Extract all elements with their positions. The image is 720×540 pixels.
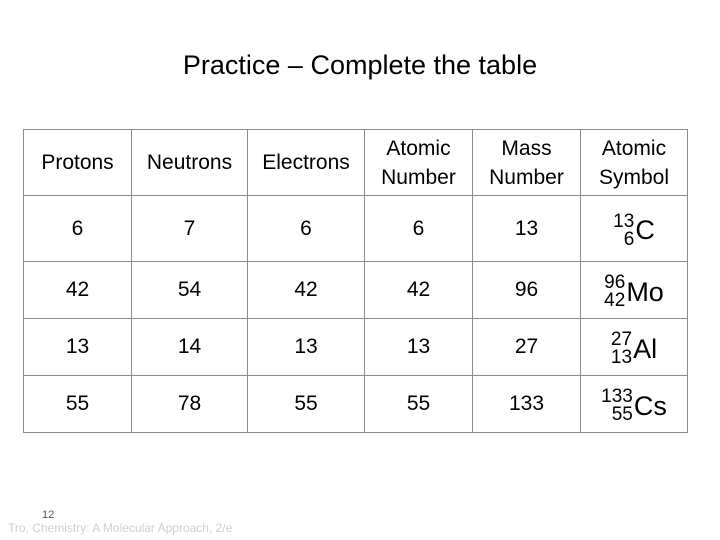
electrons-cell: 42 (248, 262, 365, 319)
isotope-notation (611, 331, 657, 367)
atomic-number-subscript: 55 (611, 404, 633, 425)
mass-number-cell: 96 (473, 262, 581, 319)
electrons-cell: 6 (248, 196, 365, 262)
atomic-number-subscript: 42 (604, 290, 626, 311)
protons-cell: 42 (24, 262, 132, 319)
atomic-number-cell: 13 (365, 319, 473, 376)
mass-number-cell: 133 (473, 376, 581, 433)
element-symbol: Cs (633, 390, 667, 421)
mass-number-superscript: 13 (613, 210, 635, 232)
mass-number-superscript: 27 (610, 329, 633, 350)
header-neutrons: Neutrons (132, 130, 248, 196)
element-symbol: C (635, 215, 655, 245)
atomic-symbol-cell (581, 319, 688, 376)
header-electrons: Electrons (248, 130, 365, 196)
atomic-number-cell: 42 (365, 262, 473, 319)
atomic-number-cell: 55 (365, 376, 473, 433)
mass-number-superscript: 133 (601, 386, 633, 407)
neutrons-cell: 54 (132, 262, 248, 319)
protons-cell: 55 (24, 376, 132, 433)
atomic-number-subscript: 6 (623, 228, 635, 250)
header-atomic-number: Atomic Number (365, 130, 473, 196)
table-row (24, 196, 688, 262)
slide-title: Practice – Complete the table (182, 50, 538, 80)
electrons-cell: 55 (248, 376, 365, 433)
electrons-cell: 13 (248, 319, 365, 376)
protons-cell: 13 (24, 319, 132, 376)
neutrons-cell: 14 (132, 319, 248, 376)
isotope-notation (601, 388, 667, 424)
atomic-number-subscript: 13 (610, 347, 633, 368)
header-protons: Protons (24, 130, 132, 196)
isotope-notation (613, 210, 655, 250)
atomic-symbol-cell (581, 376, 688, 433)
element-symbol: Al (633, 333, 658, 364)
header-mass-number: Mass Number (473, 130, 581, 196)
page-number: 12 (42, 509, 55, 521)
table-row (24, 376, 688, 433)
neutrons-cell: 78 (132, 376, 248, 433)
atomic-symbol-cell (581, 262, 688, 319)
table-row (24, 319, 688, 376)
header-atomic-symbol: Atomic Symbol (581, 130, 688, 196)
mass-number-cell: 13 (473, 196, 581, 262)
neutrons-cell: 7 (132, 196, 248, 262)
mass-number-cell: 27 (473, 319, 581, 376)
footer-citation: Tro, Chemistry: A Molecular Approach, 2/e (8, 521, 233, 535)
table-row (24, 262, 688, 319)
isotope-table (23, 129, 688, 433)
atomic-symbol-cell (581, 196, 688, 262)
element-symbol: Mo (626, 276, 664, 307)
isotope-notation (604, 274, 664, 310)
mass-number-superscript: 96 (604, 272, 626, 293)
protons-cell: 6 (24, 196, 132, 262)
atomic-number-cell: 6 (365, 196, 473, 262)
header-row (24, 130, 688, 196)
